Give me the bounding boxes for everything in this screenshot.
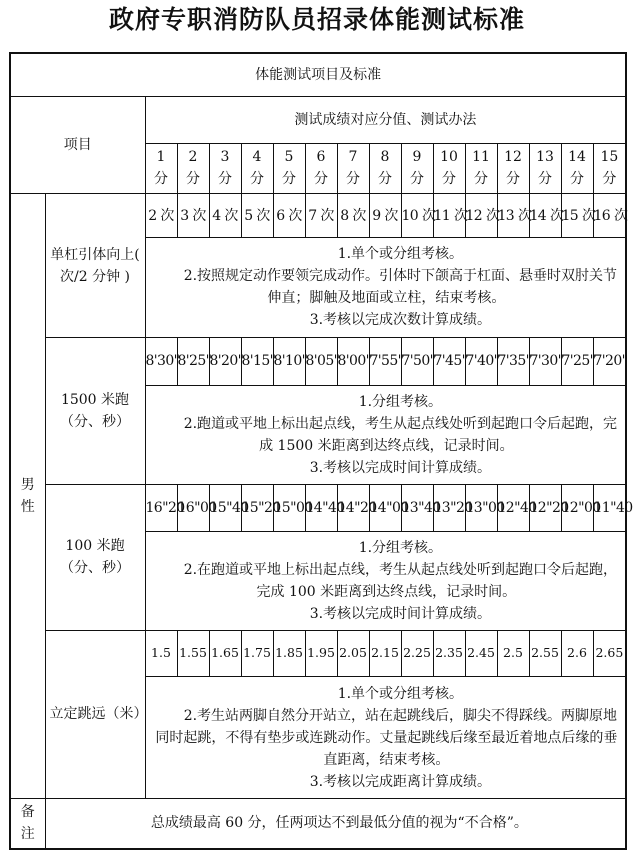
score-value: 2.15 (369, 630, 401, 677)
score-num: 3 (220, 149, 230, 166)
score-value: 14"00 (369, 484, 401, 532)
method-step: 1.单个或分组考核。 (337, 246, 464, 263)
score-value: 13"40 (401, 484, 433, 532)
score-unit: 分 (410, 171, 424, 188)
score-header-9 (401, 143, 433, 194)
score-value: 12"00 (561, 484, 593, 532)
score-value: 10 次 (401, 194, 433, 238)
score-value: 11"40 (593, 484, 626, 532)
score-value: 3 次 (177, 194, 209, 238)
score-num: 14 (568, 149, 586, 166)
score-value: 8'15" (241, 338, 273, 386)
score-num: 12 (504, 149, 522, 166)
score-header-7 (337, 143, 369, 194)
sex-char: 性 (20, 499, 35, 516)
score-value: 15"40 (209, 484, 241, 532)
method-step: 3.考核以完成时间计算成绩。 (309, 459, 492, 476)
method-step: 3.考核以完成距离计算成绩。 (309, 773, 492, 790)
score-value: 1.95 (305, 630, 337, 677)
score-value: 8'30" (145, 338, 177, 386)
score-value: 12"40 (497, 484, 529, 532)
score-value: 1.65 (209, 630, 241, 677)
score-header-8 (369, 143, 401, 194)
score-num: 11 (472, 149, 490, 166)
method-step: 1.分组考核。 (358, 393, 443, 410)
method-step: 2.考生站两脚自然分开站立，站在起跳线后，脚尖不得踩线。两脚原地同时起跳，不得有垫步或连跳动作。丈量起跳线后缘至最近着地点后缘的垂直距离，结束考核。 (155, 707, 618, 768)
score-value: 13"00 (465, 484, 497, 532)
score-unit: 分 (186, 171, 200, 188)
score-unit: 分 (154, 171, 168, 188)
score-value: 2 次 (145, 194, 177, 238)
note-label (10, 798, 45, 849)
score-value: 6 次 (273, 194, 305, 238)
score-value: 14 次 (529, 194, 561, 238)
score-unit: 分 (442, 171, 456, 188)
score-num: 6 (316, 149, 326, 166)
score-value: 13"20 (433, 484, 465, 532)
score-value: 12 次 (465, 194, 497, 238)
score-num: 7 (348, 149, 358, 166)
method-step: 2.跑道或平地上标出起点线，考生从起点线处听到起跑口令后起跑，完成 1500 米距离到达终点线，记录时间。 (183, 415, 618, 454)
score-num: 13 (536, 149, 554, 166)
score-value: 7'45" (433, 338, 465, 386)
score-unit: 分 (506, 171, 520, 188)
score-unit: 分 (218, 171, 232, 188)
page-title: 政府专职消防队员招录体能测试标准 (108, 5, 525, 34)
score-unit: 分 (538, 171, 552, 188)
score-value: 15 次 (561, 194, 593, 238)
method-step: 2.按照规定动作要领完成动作。引体时下颌高于杠面、悬垂时双肘关节伸直；脚触及地面或立柱，结束考核。 (183, 268, 618, 307)
score-unit: 分 (378, 171, 392, 188)
score-value: 8'05" (305, 338, 337, 386)
score-value: 16 次 (593, 194, 626, 238)
score-value: 15"20 (241, 484, 273, 532)
score-num: 2 (188, 149, 198, 166)
score-value: 8 次 (337, 194, 369, 238)
method-step: 3.考核以完成时间计算成绩。 (309, 606, 492, 623)
score-header-10 (433, 143, 465, 194)
score-value: 2.65 (593, 630, 626, 677)
score-value: 16"00 (177, 484, 209, 532)
score-value: 11 次 (433, 194, 465, 238)
score-value: 8'10" (273, 338, 305, 386)
score-num: 15 (600, 149, 619, 166)
score-value: 7'40" (465, 338, 497, 386)
score-value: 12"20 (529, 484, 561, 532)
score-value: 4 次 (209, 194, 241, 238)
score-num: 1 (156, 149, 166, 166)
score-value: 7 次 (305, 194, 337, 238)
score-header-1 (145, 143, 177, 194)
note-char: 注 (20, 826, 35, 843)
sex-cell (10, 194, 45, 799)
score-header-2 (177, 143, 209, 194)
score-value: 9 次 (369, 194, 401, 238)
table-caption: 体能测试项目及标准 (10, 53, 626, 97)
score-value: 2.45 (465, 630, 497, 677)
score-value: 1.75 (241, 630, 273, 677)
score-header-11 (465, 143, 497, 194)
score-value: 2.6 (561, 630, 593, 677)
score-unit: 分 (282, 171, 296, 188)
score-value: 2.55 (529, 630, 561, 677)
score-header-6 (305, 143, 337, 194)
method-step: 1.分组考核。 (358, 540, 443, 557)
score-value: 13 次 (497, 194, 529, 238)
score-num: 5 (284, 149, 294, 166)
score-value: 16"20 (145, 484, 177, 532)
score-unit: 分 (474, 171, 488, 188)
method-step: 1.单个或分组考核。 (337, 685, 464, 702)
score-value: 7'30" (529, 338, 561, 386)
score-value: 8'25" (177, 338, 209, 386)
score-value: 2.05 (337, 630, 369, 677)
item-name: 单杠引体向上( 次/2 分钟 ) (45, 194, 145, 338)
test-method (145, 677, 626, 799)
score-value: 2.35 (433, 630, 465, 677)
score-unit: 分 (346, 171, 360, 188)
score-value: 2.25 (401, 630, 433, 677)
score-unit: 分 (570, 171, 584, 188)
score-header-5 (273, 143, 305, 194)
score-value: 1.85 (273, 630, 305, 677)
score-unit: 分 (314, 171, 328, 188)
note-text: 总成绩最高 60 分，任两项达不到最低分值的视为“不合格”。 (45, 798, 626, 849)
score-value: 1.5 (145, 630, 177, 677)
score-num: 4 (252, 149, 262, 166)
test-method (145, 532, 626, 630)
score-num: 9 (412, 149, 422, 166)
score-value: 7'20" (593, 338, 626, 386)
score-value: 7'50" (401, 338, 433, 386)
score-unit: 分 (602, 171, 617, 188)
note-char: 备 (20, 804, 35, 821)
score-value: 14"40 (305, 484, 337, 532)
sex-char: 男 (20, 477, 35, 494)
score-value: 2.5 (497, 630, 529, 677)
score-value: 14"20 (337, 484, 369, 532)
item-name: 1500 米跑（分、秒） (45, 338, 145, 485)
score-value: 7'55" (369, 338, 401, 386)
test-method (145, 237, 626, 337)
method-step: 2.在跑道或平地上标出起点线，考生从起点线处听到起跑口令后起跑，完成 100 米距离到达终点线，记录时间。 (183, 562, 618, 601)
score-value: 8'20" (209, 338, 241, 386)
score-header-15 (593, 143, 626, 194)
item-header: 项目 (10, 97, 145, 194)
score-value: 5 次 (241, 194, 273, 238)
standards-table (9, 52, 633, 850)
score-value: 1.55 (177, 630, 209, 677)
score-header-4 (241, 143, 273, 194)
score-header-3 (209, 143, 241, 194)
score-header-13 (529, 143, 561, 194)
score-header-12 (497, 143, 529, 194)
score-header-14 (561, 143, 593, 194)
method-step: 3.考核以完成次数计算成绩。 (309, 312, 492, 329)
item-name: 100 米跑（分、秒） (45, 484, 145, 630)
score-value: 7'25" (561, 338, 593, 386)
method-header: 测试成绩对应分值、测试办法 (145, 97, 626, 144)
score-value: 8'00" (337, 338, 369, 386)
score-value: 7'35" (497, 338, 529, 386)
item-name: 立定跳远（米） (45, 630, 145, 798)
score-value: 15"00 (273, 484, 305, 532)
score-num: 10 (440, 149, 458, 166)
test-method (145, 385, 626, 484)
score-unit: 分 (250, 171, 264, 188)
score-num: 8 (380, 149, 390, 166)
